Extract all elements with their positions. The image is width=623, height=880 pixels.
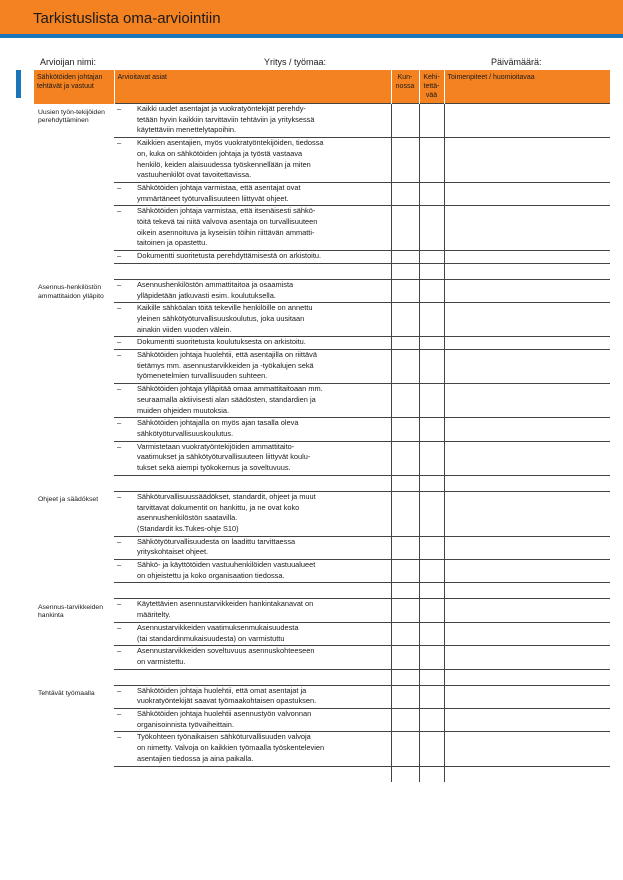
group-spacer-row (34, 766, 610, 782)
item-text (137, 337, 387, 348)
item-text (137, 384, 387, 416)
development-checkbox-cell[interactable] (419, 441, 444, 475)
header-development: Kehi-tettä-vää (419, 70, 444, 104)
ok-checkbox-cell[interactable] (391, 536, 419, 559)
development-checkbox-cell[interactable] (419, 536, 444, 559)
assessment-item (114, 536, 391, 559)
ok-checkbox-cell[interactable] (391, 350, 419, 384)
item-text (137, 599, 387, 620)
actions-notes-cell[interactable] (444, 646, 610, 669)
group-spacer-row (34, 475, 610, 491)
dash-bullet: – (117, 685, 122, 695)
actions-notes-cell[interactable] (444, 536, 610, 559)
item-text (137, 686, 387, 707)
dash-bullet: – (117, 622, 122, 632)
dash-bullet: – (117, 418, 122, 428)
development-checkbox-cell[interactable] (419, 709, 444, 732)
assessment-item (114, 732, 391, 766)
development-checkbox-cell[interactable] (419, 491, 444, 536)
category-label: Ohjeet ja säädökset (38, 496, 99, 504)
dash-bullet: – (117, 251, 122, 261)
group-spacer-row (34, 669, 610, 685)
development-checkbox-cell[interactable] (419, 350, 444, 384)
page-title: Tarkistuslista oma-arviointiin (33, 10, 221, 27)
actions-notes-cell[interactable] (444, 599, 610, 622)
checklist-body (34, 104, 610, 782)
ok-checkbox-cell[interactable] (391, 206, 419, 251)
item-text (137, 646, 387, 667)
assessment-item (114, 138, 391, 183)
actions-notes-cell[interactable] (444, 206, 610, 251)
development-checkbox-cell[interactable] (419, 418, 444, 441)
item-text (137, 183, 387, 204)
item-text (137, 303, 387, 335)
item-text-line: Sähkötöiden johtaja varmistaa, että itsenäisesti sähkö- (137, 206, 316, 216)
group-spacer-row (34, 583, 610, 599)
dash-bullet: – (117, 206, 122, 216)
item-text (137, 251, 387, 262)
assessment-item (114, 622, 391, 645)
development-checkbox-cell[interactable] (419, 384, 444, 418)
assessment-item (114, 206, 391, 251)
checklist-row (34, 279, 610, 302)
checklist-row (34, 350, 610, 384)
item-text-line: ylläpidetään jatkuvasti esim. koulutuksella. (137, 290, 276, 300)
development-checkbox-cell[interactable] (419, 622, 444, 645)
assessment-item (114, 441, 391, 475)
checklist-row (34, 622, 610, 645)
company-label: Yritys / työmaa: (264, 57, 327, 67)
development-checkbox-cell[interactable] (419, 251, 444, 264)
spacer-cell (391, 263, 419, 279)
ok-checkbox-cell[interactable] (391, 251, 419, 264)
actions-notes-cell[interactable] (444, 279, 610, 302)
dash-bullet: – (117, 350, 122, 360)
actions-notes-cell[interactable] (444, 441, 610, 475)
dash-bullet: – (117, 709, 122, 719)
header-actions: Toimenpiteet / huomioitavaa (444, 70, 610, 104)
spacer-cell (114, 669, 391, 685)
item-text-line: yleinen sähkötyöturvallisuuskoulutus, joka uusitaan (137, 313, 305, 323)
assessment-item (114, 709, 391, 732)
checklist-row (34, 709, 610, 732)
checklist-row (34, 491, 610, 536)
checklist-row (34, 206, 610, 251)
development-checkbox-cell[interactable] (419, 104, 444, 138)
spacer-cell (444, 669, 610, 685)
checklist-row (34, 732, 610, 766)
spacer-cell (391, 583, 419, 599)
ok-checkbox-cell[interactable] (391, 182, 419, 205)
item-text-line: Dokumentti suoritetusta koulutuksesta on arkistoitu. (137, 337, 306, 347)
dash-bullet: – (117, 279, 122, 289)
item-text-line: organisoinnista työvaiheittain. (137, 719, 234, 729)
ok-checkbox-cell[interactable] (391, 732, 419, 766)
item-text-line: Kaikille sähköalan töitä tekeville henkilöille on annettu (137, 303, 313, 313)
ok-checkbox-cell[interactable] (391, 441, 419, 475)
assessment-item (114, 599, 391, 622)
item-text (137, 138, 387, 181)
actions-notes-cell[interactable] (444, 418, 610, 441)
actions-notes-cell[interactable] (444, 622, 610, 645)
spacer-cell (419, 583, 444, 599)
dash-bullet: – (117, 182, 122, 192)
actions-notes-cell[interactable] (444, 685, 610, 708)
item-text (137, 104, 387, 136)
table-header-row (34, 70, 610, 104)
assessment-item (114, 350, 391, 384)
checklist-row (34, 418, 610, 441)
checklist-row (34, 303, 610, 337)
actions-notes-cell[interactable] (444, 138, 610, 183)
category-label: Tehtävät työmaalla (38, 690, 95, 698)
dash-bullet: – (117, 104, 122, 113)
item-text (137, 418, 387, 439)
item-text-line: tetään hyvin kaikkiin tarvittaviin tehtäviin ja yrityksessä (137, 114, 315, 124)
dash-bullet: – (117, 560, 122, 570)
item-text-line: Sähkötöiden johtaja ylläpitää omaa ammattitaitoaan mm. (137, 384, 323, 394)
checklist-row (34, 104, 610, 138)
item-text-line: tietämys mm. asennustarvikkeiden ja -työkalujen sekä (137, 360, 314, 370)
item-text-line: seuraamalla aktiivisesti alan säädösten, standardien ja (137, 394, 316, 404)
assessment-item (114, 646, 391, 669)
item-text (137, 492, 387, 535)
development-checkbox-cell[interactable] (419, 732, 444, 766)
header-responsibilities: Sähkötöiden johtajan tehtävät ja vastuut (34, 70, 114, 104)
dash-bullet: – (117, 303, 122, 313)
checklist-row (34, 182, 610, 205)
assessment-item (114, 279, 391, 302)
development-checkbox-cell[interactable] (419, 279, 444, 302)
item-text-line: ainakin viiden vuoden välein. (137, 324, 232, 334)
development-checkbox-cell[interactable] (419, 303, 444, 337)
item-text-line: Sähkötöiden johtaja huolehtii, että omat asentajat ja (137, 685, 307, 695)
assessment-item (114, 560, 391, 583)
group-spacer-row (34, 263, 610, 279)
actions-notes-cell[interactable] (444, 104, 610, 138)
checklist-table (34, 70, 610, 782)
development-checkbox-cell[interactable] (419, 206, 444, 251)
item-text-line: tukset sekä aiempi työkokemus ja soveltuvuus. (137, 463, 291, 473)
spacer-cell (419, 669, 444, 685)
development-checkbox-cell[interactable] (419, 599, 444, 622)
item-text (137, 280, 387, 301)
checklist-row (34, 599, 610, 622)
item-text-line: Työkohteen työnaikaisen sähköturvallisuuden valvoja (137, 732, 311, 742)
spacer-cell (444, 475, 610, 491)
item-text-line: yrityskohtaiset ohjeet. (137, 547, 209, 557)
ok-checkbox-cell[interactable] (391, 685, 419, 708)
item-text (137, 623, 387, 644)
evaluator-label: Arvioijan nimi: (40, 57, 97, 67)
item-text-line: vuokratyöntekijät saavat työmaakohtaisen opastuksen. (137, 696, 317, 706)
checklist-row (34, 560, 610, 583)
spacer-cell (114, 583, 391, 599)
ok-checkbox-cell[interactable] (391, 560, 419, 583)
item-text-line: ymmärtäneet työturvallisuuteen liittyvät ohjeet. (137, 193, 289, 203)
dash-bullet: – (117, 138, 122, 148)
header-items: Arvioitavat asiat (114, 70, 391, 104)
item-text-line: muiden ohjeiden muutoksia. (137, 405, 230, 415)
checklist-row (34, 646, 610, 669)
item-text-line: vastuuhenkilöt ovat tavoitettavissa. (137, 170, 252, 180)
item-text (137, 206, 387, 249)
item-text (137, 709, 387, 730)
item-text-line: Asennushenkilöstön ammattitaitoa ja osaamista (137, 279, 294, 289)
item-text-line: Sähkötöiden johtajalla on myös ajan tasalla oleva (137, 418, 299, 428)
item-text-line: tarvittavat dokumentit on hankittu, ja ne ovat koko (137, 502, 300, 512)
assessment-item (114, 182, 391, 205)
spacer-cell (114, 766, 391, 782)
item-text-line: (tai standardinmukaisuudesta) on varmistuttu (137, 633, 285, 643)
item-text-line: on varmistettu. (137, 656, 186, 666)
section-marker (16, 70, 21, 98)
ok-checkbox-cell[interactable] (391, 599, 419, 622)
ok-checkbox-cell[interactable] (391, 138, 419, 183)
assessment-item (114, 418, 391, 441)
development-checkbox-cell[interactable] (419, 138, 444, 183)
category-label: Asennus-tarvikkeiden hankinta (38, 603, 103, 620)
item-text-line: on ohjeistettu ja koko organisaation tiedossa. (137, 570, 285, 580)
ok-checkbox-cell[interactable] (391, 622, 419, 645)
spacer-cell (391, 669, 419, 685)
item-text-line: Sähkötöiden johtaja huolehtii asennustyön valvonnan (137, 709, 312, 719)
item-text-line: määritelty. (137, 610, 171, 620)
checklist-row (34, 536, 610, 559)
header-accent-line (0, 34, 623, 38)
development-checkbox-cell[interactable] (419, 646, 444, 669)
item-text-line: sähkötyöturvallisuuskoulutus. (137, 428, 234, 438)
spacer-cell (419, 475, 444, 491)
dash-bullet: – (117, 646, 122, 656)
spacer-cell (114, 475, 391, 491)
spacer-cell (391, 475, 419, 491)
item-text-line: oikein asennoituva ja kyseisiin töihin riittävän ammatti- (137, 227, 315, 237)
spacer-cell (419, 766, 444, 782)
assessment-item (114, 337, 391, 350)
dash-bullet: – (117, 536, 122, 546)
ok-checkbox-cell[interactable] (391, 491, 419, 536)
actions-notes-cell[interactable] (444, 303, 610, 337)
dash-bullet: – (117, 491, 122, 501)
assessment-item (114, 104, 391, 138)
development-checkbox-cell[interactable] (419, 560, 444, 583)
ok-checkbox-cell[interactable] (391, 279, 419, 302)
checklist-row (34, 384, 610, 418)
development-checkbox-cell[interactable] (419, 337, 444, 350)
item-text-line: käytettäviin menettelytapoihin. (137, 125, 237, 135)
item-text-line: taitoinen ja opastettu. (137, 238, 208, 248)
item-text-line: Asennustarvikkeiden vaatimuksenmukaisuudesta (137, 622, 299, 632)
item-text-line: Sähkötyöturvallisuudesta on laadittu tarvittaessa (137, 536, 296, 546)
item-text-line: asentajien tiedossa ja aina paikalla. (137, 753, 254, 763)
category-label: Uusien työn-tekijöiden perehdyttäminen (38, 108, 105, 124)
checklist-row (34, 337, 610, 350)
ok-checkbox-cell[interactable] (391, 418, 419, 441)
actions-notes-cell[interactable] (444, 337, 610, 350)
actions-notes-cell[interactable] (444, 350, 610, 384)
date-label: Päivämäärä: (491, 57, 542, 67)
checklist-row (34, 251, 610, 264)
item-text-line: Sähkötöiden johtaja huolehtii, että asentajilla on riittävä (137, 350, 317, 360)
spacer-cell (419, 263, 444, 279)
spacer-cell (444, 766, 610, 782)
spacer-cell (391, 766, 419, 782)
item-text (137, 537, 387, 558)
item-text-line: työmenetelmien turvallisuuden suhteen. (137, 371, 268, 381)
spacer-cell (114, 263, 391, 279)
category-label: Asennus-henkilöstön ammattitaidon ylläpito (38, 284, 104, 300)
dash-bullet: – (117, 599, 122, 609)
spacer-cell (444, 583, 610, 599)
actions-notes-cell[interactable] (444, 732, 610, 766)
ok-checkbox-cell[interactable] (391, 709, 419, 732)
checklist-row (34, 441, 610, 475)
dash-bullet: – (117, 732, 122, 742)
assessment-item (114, 303, 391, 337)
assessment-item (114, 491, 391, 536)
assessment-item (114, 251, 391, 264)
ok-checkbox-cell[interactable] (391, 303, 419, 337)
ok-checkbox-cell[interactable] (391, 337, 419, 350)
actions-notes-cell[interactable] (444, 384, 610, 418)
ok-checkbox-cell[interactable] (391, 104, 419, 138)
actions-notes-cell[interactable] (444, 560, 610, 583)
dash-bullet: – (117, 441, 122, 451)
assessment-item (114, 384, 391, 418)
checklist-row (34, 685, 610, 708)
ok-checkbox-cell[interactable] (391, 384, 419, 418)
header-ok: Kun-nossa (391, 70, 419, 104)
item-text (137, 442, 387, 474)
actions-notes-cell[interactable] (444, 251, 610, 264)
actions-notes-cell[interactable] (444, 709, 610, 732)
item-text (137, 732, 387, 764)
ok-checkbox-cell[interactable] (391, 646, 419, 669)
item-text-line: vaatimukset ja sähkötyöturvallisuuteen liittyvät koulu- (137, 452, 311, 462)
dash-bullet: – (117, 384, 122, 394)
item-text-line: Dokumentti suoritetusta perehdyttämisestä on arkistoitu. (137, 251, 322, 261)
item-text-line: Sähkötöiden johtaja varmistaa, että asentajat ovat (137, 182, 301, 192)
item-text-line: Asennustarvikkeiden soveltuvuus asennuskohteeseen (137, 646, 315, 656)
actions-notes-cell[interactable] (444, 182, 610, 205)
actions-notes-cell[interactable] (444, 491, 610, 536)
item-text-line: on, kuka on sähkötöiden johtaja ja työstä vastaava (137, 148, 303, 158)
development-checkbox-cell[interactable] (419, 182, 444, 205)
item-text-line: Käytettävien asennustarvikkeiden hankintakanavat on (137, 599, 314, 609)
item-text-line: töitä tekevä tai niitä valvova asentaja on turvallisuuteen (137, 217, 318, 227)
item-text-line: Sähkö- ja käyttötöiden vastuuhenkilöiden vastuualueet (137, 560, 316, 570)
item-text-line: Sähköturvallisuussäädökset, standardit, ohjeet ja muut (137, 491, 316, 501)
spacer-cell (444, 263, 610, 279)
item-text-line: henkilö, keiden alaisuudessa työskennellään ja miten (137, 159, 311, 169)
item-text (137, 560, 387, 581)
item-text-line: Varmistetaan vuokratyöntekijöiden ammattitaito- (137, 441, 295, 451)
item-text-line: on nimetty. Valvoja on kaikkien työmaalla työskentelevien (137, 743, 325, 753)
item-text-line: Kaikki uudet asentajat ja vuokratyöntekijät perehdy- (137, 104, 306, 113)
dash-bullet: – (117, 337, 122, 347)
item-text (137, 350, 387, 382)
item-text-line: Kaikkien asentajien, myös vuokratyöntekijöiden, tiedossa (137, 138, 324, 148)
assessment-item (114, 685, 391, 708)
checklist-row (34, 138, 610, 183)
item-text-line: (Standardit ks.Tukes-ohje S10) (137, 523, 239, 533)
item-text-line: asennushenkilöstön saatavilla. (137, 513, 238, 523)
development-checkbox-cell[interactable] (419, 685, 444, 708)
